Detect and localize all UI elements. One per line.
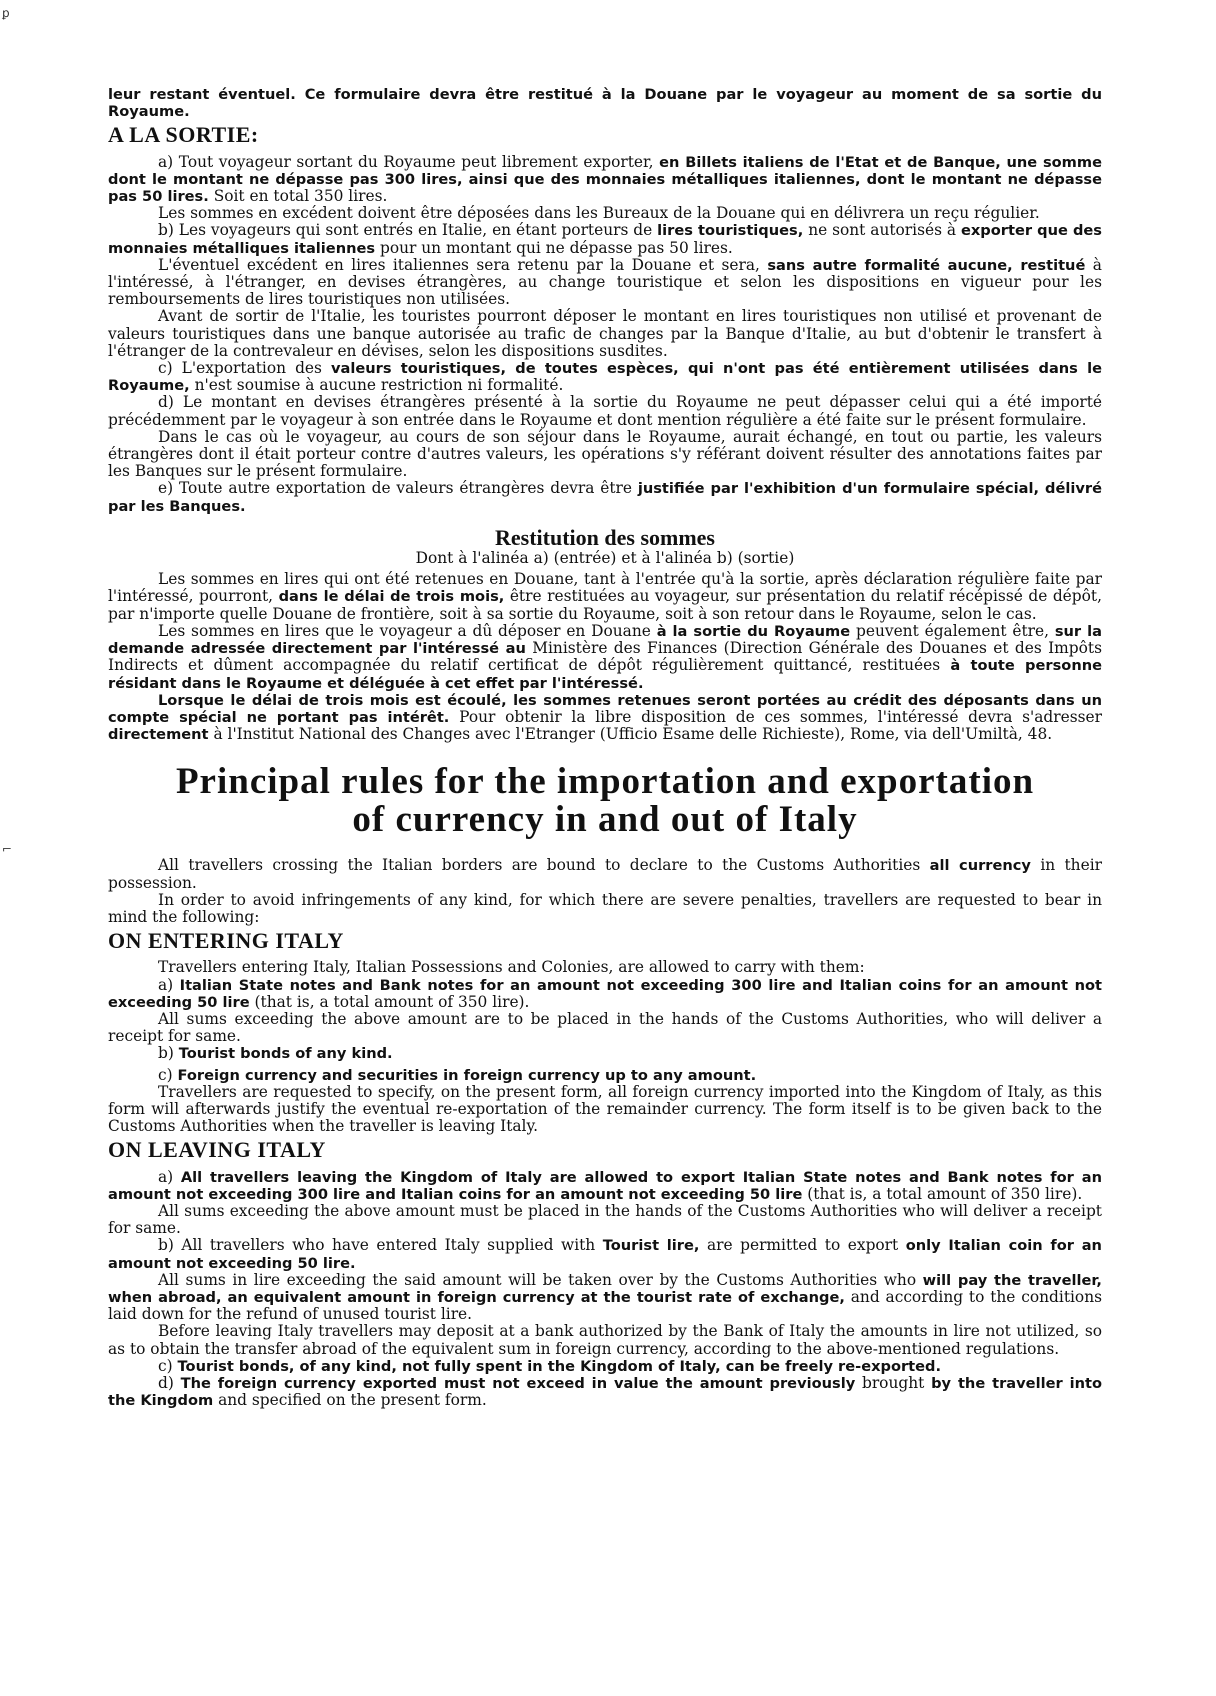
paragraph-a: a) Tout voyageur sortant du Royaume peut librement exporter, en Billets italiens de l'Etat et de Banque, une somme dont le montant ne dépasse pas 300 lires, ainsi que des monnaies métalliques italiennes, dont le montant ne dépasse pas 50 lires. Soit en total 350 lires.: [108, 152, 1102, 206]
document-page: [108, 86, 1102, 1409]
paragraph-e: e) Toute autre exportation de valeurs étrangères devra être justifiée par l'exhibition d'un formulaire spécial, délivré par les Banques.: [108, 479, 1102, 515]
paragraph-b: b) Les voyageurs qui sont entrés en Italie, en étant porteurs de lires touristiques, ne sont autorisés à exporter que des monnaies métalliques italiennes pour un montant qui ne dépasse pas 50 lires.: [108, 221, 1102, 257]
paragraph-b: b) All travellers who have entered Italy supplied with Tourist lire, are permitted to export only Italian coin for an amount not exceeding 50 lire.: [108, 1236, 1102, 1272]
paragraph: Avant de sortir de l'Italie, les touristes pourront déposer le montant en lires touristiques non utilisé et provenant de valeurs touristiques dans une banque autorisée au trafic de changes par la Banque d'Italie, au but d'obtenir le transfert à l'étranger de la contrevaleur en dévises, selon les dispositions susdites.: [108, 307, 1102, 360]
paragraph-d: d) The foreign currency exported must not exceed in value the amount previously brought by the traveller into the Kingdom and specified on the present form.: [108, 1374, 1102, 1410]
paragraph-c: c) Foreign currency and securities in foreign currency up to any amount.: [158, 1065, 757, 1084]
paragraph: Travellers are requested to specify, on the present form, all foreign currency imported into the Kingdom of Italy, as this form will afterwards justify the eventual re-exportation of the remainder currency. The form itself is to be given back to the Customs Authorities when the traveller is leaving Italy.: [108, 1082, 1102, 1136]
margin-mark: ⌐: [2, 842, 13, 856]
paragraph: leur restant éventuel. Ce formulaire devra être restitué à la Douane par le voyageur au moment de sa sortie du Royaume.: [108, 86, 1102, 121]
section-heading-restitution: Restitution des sommes: [495, 524, 715, 550]
paragraph: All travellers crossing the Italian borders are bound to declare to the Customs Authorities all currency in their possession.: [108, 856, 1102, 892]
title-line: Principal rules for the importation and exportation: [175, 761, 1035, 803]
paragraph: Les sommes en excédent doivent être déposées dans les Bureaux de la Douane qui en délivrera un reçu régulier.: [158, 204, 1040, 223]
paragraph-b: b) Tourist bonds of any kind.: [158, 1044, 393, 1063]
section-heading-leaving: ON LEAVING ITALY: [108, 1137, 326, 1163]
paragraph-d: d) Le montant en devises étrangères présenté à la sortie du Royaume ne peut dépasser celui qui a été importé précédemment par le voyageur à son entrée dans le Royaume et dont mention régulière a été faite sur le présent formulaire.: [108, 393, 1102, 429]
paragraph: Travellers entering Italy, Italian Possessions and Colonies, are allowed to carry with them:: [158, 958, 865, 977]
paragraph: All sums in lire exceeding the said amount will be taken over by the Customs Authorities who will pay the traveller, when abroad, an equivalent amount in foreign currency at the tourist rate of exchange, and according to the conditions laid down for the refund of unused tourist lire.: [108, 1270, 1103, 1324]
paragraph-a: a) Italian State notes and Bank notes for an amount not exceeding 300 lire and Italian coins for an amount not exceeding 50 lire (that is, a total amount of 350 lire).: [108, 975, 1102, 1011]
paragraph: Before leaving Italy travellers may deposit at a bank authorized by the Bank of Italy the amounts in lire not utilized, so as to obtain the transfer abroad of the equivalent sum in foreign currency, according to the above-mentioned regulations.: [108, 1322, 1102, 1358]
paragraph: Les sommes en lires que le voyageur a dû déposer en Douane à la sortie du Royaume peuvent également être, sur la demande adressée directement par l'intéressé au Ministère des Finances (Direction Générale des Douanes et des Impôts Indirects et dûment accompagnée du relatif certificat de dépôt régulièrement quittancé, restituées à toute personne résidant dans le Royaume et déléguée à cet effet par l'intéressé.: [108, 621, 1102, 692]
paragraph: All sums exceeding the above amount must be placed in the hands of the Customs Authorities who will deliver a receipt for same.: [108, 1201, 1102, 1238]
paragraph-a: a) All travellers leaving the Kingdom of Italy are allowed to export Italian State notes and Bank notes for an amount not exceeding 300 lire and Italian coins for an amount not exceeding 50 lire (that is, a total amount of 350 lire).: [108, 1167, 1102, 1203]
margin-mark: ꝑ: [2, 6, 10, 20]
paragraph: Dans le cas où le voyageur, au cours de son séjour dans le Royaume, aurait échangé, en tout ou partie, les valeurs étrangères dont il était porteur contre d'autres valeurs, les opérations s'y référant doivent résulter des annotations faites par les Banques sur le présent formulaire.: [108, 427, 1102, 481]
section-subnote: Dont à l'alinéa a) (entrée) et à l'alinéa b) (sortie): [415, 549, 795, 568]
paragraph: Les sommes en lires qui ont été retenues en Douane, tant à l'entrée qu'à la sortie, après déclaration régulière faite par l'intéressé, pourront, dans le délai de trois mois, être restituées au voyageur, sur présentation du relatif récépissé de dépôt, par n'importe quelle Douane de frontière, soit à sa sortie du Royaume, soit à son retour dans le Royaume, selon le cas.: [108, 570, 1102, 623]
paragraph-c: c) Tourist bonds, of any kind, not fully spent in the Kingdom of Italy, can be freely re-exported.: [158, 1356, 942, 1375]
paragraph-c: c) L'exportation des valeurs touristiques, de toutes espèces, qui n'ont pas été entièrement utilisées dans le Royaume, n'est soumise à aucune restriction ni formalité.: [108, 359, 1102, 395]
paragraph: All sums exceeding the above amount are to be placed in the hands of the Customs Authorities, who will deliver a receipt for same.: [108, 1009, 1102, 1046]
page-title: [108, 763, 1102, 839]
paragraph: Lorsque le délai de trois mois est écoulé, les sommes retenues seront portées au crédit des déposants dans un compte spécial ne portant pas intérêt. Pour obtenir la libre disposition de ces sommes, l'intéressé devra s'adresser directement à l'Institut National des Changes avec l'Etranger (Ufficio Esame delle Richieste), Rome, via dell'Umiltà, 48.: [108, 691, 1102, 744]
title-line: of currency in and out of Italy: [352, 799, 858, 841]
paragraph: L'éventuel excédent en lires italiennes sera retenu par la Douane et sera, sans autre formalité aucune, restitué à l'intéressé, à l'étranger, en devises étrangères, au change touristique et selon les dispositions en vigueur pour les remboursements de lires touristiques non utilisées.: [108, 255, 1102, 309]
paragraph: In order to avoid infringements of any kind, for which there are severe penalties, travellers are requested to bear in mind the following:: [108, 890, 1102, 926]
section-heading-entering: ON ENTERING ITALY: [108, 928, 344, 954]
section-heading-sortie: A LA SORTIE:: [108, 122, 259, 148]
